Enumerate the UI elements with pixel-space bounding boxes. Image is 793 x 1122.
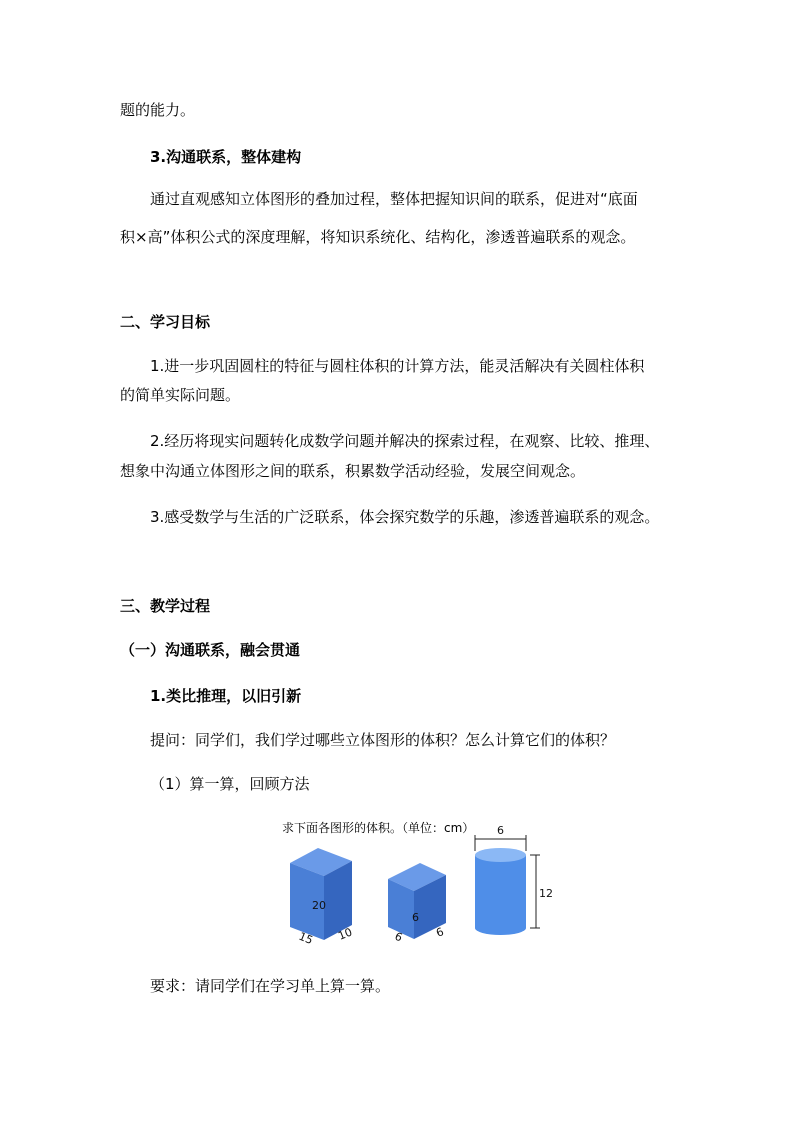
goal-1-line-2: 的简单实际问题。 [120,386,241,404]
goal-1-line-1: 1.进一步巩固圆柱的特征与圆柱体积的计算方法，能灵活解决有关圆柱体积 [150,357,645,375]
solids-figure [276,815,566,950]
heading-3: 3.沟通联系，整体建构 [150,148,302,166]
subsection-title: （一）沟通联系，融会贯通 [120,641,301,659]
section-title-process: 三、教学过程 [120,597,211,615]
cylinder-diameter-label: 6 [497,824,504,837]
item-title: 1.类比推理，以旧引新 [150,687,302,705]
step-title: （1）算一算，回顾方法 [150,775,310,793]
cube-left-edge-label: 6 [392,929,405,945]
paragraph-end: 题的能力。 [120,101,196,119]
figure-caption: 求下面各图形的体积。（单位：cm） [282,821,475,835]
cylinder [475,824,553,935]
rectangular-prism [290,848,354,947]
cube-front-edge-label: 6 [412,911,419,924]
cylinder-top-face [475,848,526,862]
cube-right-edge-label: 6 [434,925,446,940]
goal-2-line-1: 2.经历将现实问题转化成数学问题并解决的探索过程，在观察、比较、推理、 [150,432,660,450]
requirement-text: 要求：请同学们在学习单上算一算。 [150,977,391,995]
cylinder-height-label: 12 [539,887,553,900]
prism-height-label: 20 [312,899,326,912]
goal-2-line-2: 想象中沟通立体图形之间的联系，积累数学活动经验，发展空间观念。 [120,462,586,480]
paragraph-3-line-2: 积×高”体积公式的深度理解，将知识系统化、结构化，渗透普遍联系的观念。 [120,228,636,246]
cylinder-body [475,855,526,935]
cube [388,863,446,944]
question-text: 提问：同学们，我们学过哪些立体图形的体积？怎么计算它们的体积？ [150,731,616,749]
section-title-goals: 二、学习目标 [120,313,211,331]
prism-length-label: 15 [296,929,315,948]
goal-3: 3.感受数学与生活的广泛联系，体会探究数学的乐趣，渗透普遍联系的观念。 [150,508,660,526]
paragraph-3-line-1: 通过直观感知立体图形的叠加过程，整体把握知识间的联系，促进对“底面 [150,190,638,208]
prism-width-label: 10 [336,925,355,943]
